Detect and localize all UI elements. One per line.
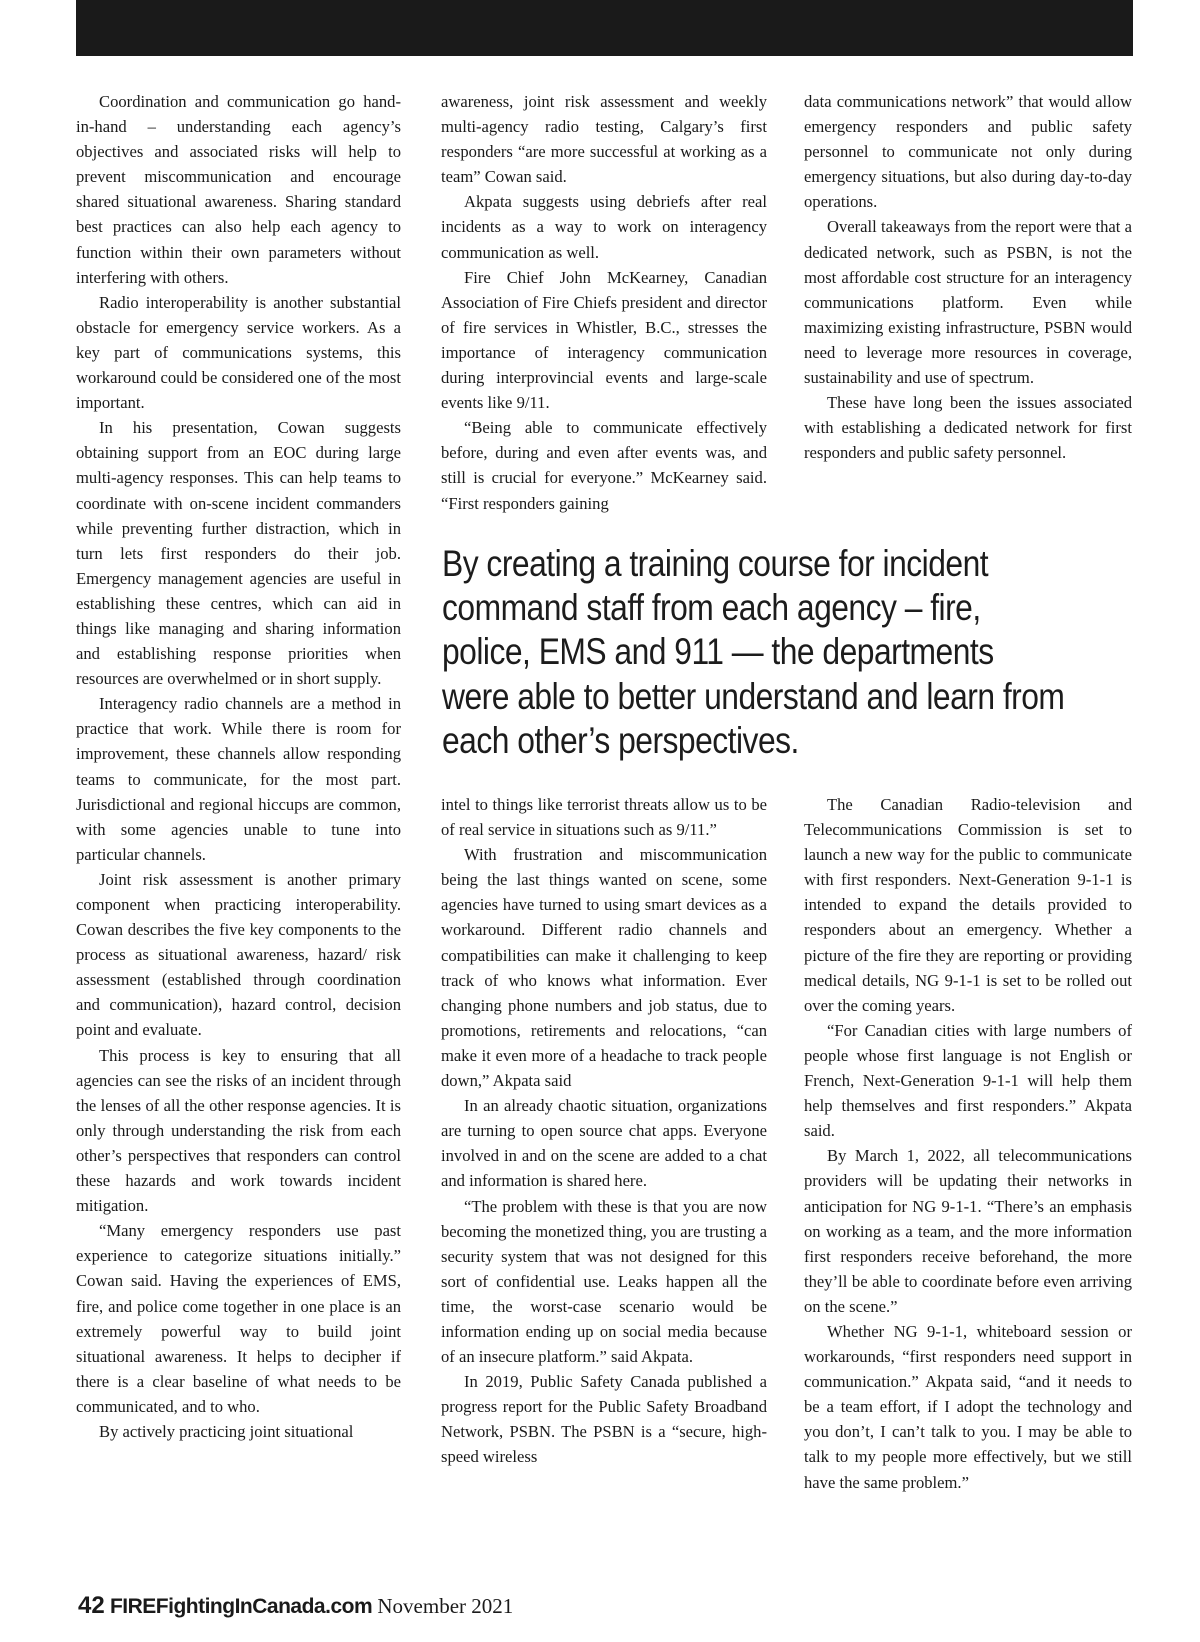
article-paragraph: “The problem with these is that you are now becoming the monetized thing, you are trusting a security system that was not designed for this sort of confidential use. Leaks happen all the time, the worst-case scenario would be information ending up on social media because of an insecure platform.” said Akpata. — [441, 1196, 767, 1367]
article-paragraph: With frustration and miscommunication being the last things wanted on scene, some agencies have turned to using smart devices as a workaround. Different radio channels and compatibilities can make it challenging to keep track of who knows what information. Ever changing phone numbers and job status, due to promotions, retirements and relocations, “can make it even more of a headache to track people down,” Akpata said — [441, 845, 767, 1091]
article-paragraph: By actively practicing joint situational — [99, 1421, 354, 1441]
article-paragraph: These have long been the issues associated with establishing a dedicated network for first responders and public safety personnel. — [804, 393, 1132, 463]
article-paragraph: Radio interoperability is another substantial obstacle for emergency service workers. As a key part of communications systems, this workaround could be considered one of the most important. — [76, 292, 401, 413]
article-paragraph: Overall takeaways from the report were that a dedicated network, such as PSBN, is not the most affordable cost structure for an interagency communications platform. Even while maximizing existing infrastructure, PSBN would need to leverage more resources in coverage, sustainability and use of spectrum. — [804, 217, 1132, 388]
article-column-3-top — [804, 89, 1132, 465]
article-paragraph: “For Canadian cities with large numbers of people whose first language is not English or French, Next-Generation 9-1-1 will help them help themselves and first responders.” Akpata said. — [804, 1020, 1132, 1141]
page-footer — [78, 1592, 513, 1620]
article-paragraph: Whether NG 9-1-1, whiteboard session or workarounds, “first responders need support in communication.” Akpata said, “and it needs to be a team effort, if I adopt the technology and you don’t, I can’t talk to you. I may be able to talk to my people more effectively, but we still have the same problem.” — [804, 1321, 1132, 1492]
article-paragraph: This process is key to ensuring that all agencies can see the risks of an incident through the lenses of all the other response agencies. It is only through understanding the risk from each other’s perspectives that responders can control these hazards and work towards incident mitigation. — [76, 1045, 401, 1216]
article-paragraph: “Being able to communicate effectively before, during and even after events was, and still is crucial for everyone.” McKearney said. “First responders gaining — [441, 418, 767, 513]
article-paragraph: By March 1, 2022, all telecommunications providers will be updating their networks in anticipation for NG 9-1-1. “There’s an emphasis on working as a team, and the more information first responders receive beforehand, the more they’ll be able to coordinate before even arriving on the scene.” — [804, 1146, 1132, 1316]
article-paragraph: awareness, joint risk assessment and weekly multi-agency radio testing, Calgary’s first responders “are more successful at working as a team” Cowan said. — [441, 92, 767, 187]
pull-quote-line: were able to better understand and learn from — [442, 675, 1065, 717]
article-paragraph: In his presentation, Cowan suggests obtaining support from an EOC during large multi-agency responses. This can help teams to coordinate with on-scene incident commanders while preventing further distraction, which in turn lets first responders do their job. Emergency management agencies are useful in establishing these centres, which can aid in things like managing and sharing information and establishing response priorities when resources are overwhelmed or in short supply. — [76, 418, 401, 689]
header-bar — [76, 0, 1133, 56]
page-number: 42 — [78, 1592, 105, 1619]
footer-date: November 2021 — [377, 1594, 514, 1618]
article-paragraph: In 2019, Public Safety Canada published a progress report for the Public Safety Broadband Network, PSBN. The PSBN is a “secure, high-speed wireless — [441, 1372, 767, 1467]
article-paragraph: Coordination and communication go hand-in-hand – understanding each agency’s objectives and associated risks will help to prevent miscommunication and encourage shared situational awareness. Sharing standard best practices can also help each agency to function within their own parameters without interfering with others. — [76, 92, 401, 287]
pull-quote-line: command staff from each agency – fire, — [442, 587, 981, 629]
article-paragraph: Joint risk assessment is another primary component when practicing interoperability. Cowan describes the five key components to the process as situational awareness, hazard/ risk assessment (established through coordination and communication), hazard control, decision point and evaluate. — [76, 869, 401, 1040]
pull-quote — [442, 542, 1065, 763]
article-column-1 — [76, 89, 401, 1444]
article-paragraph: In an already chaotic situation, organizations are turning to open source chat apps. Everyone involved in and on the scene are added to a chat and information is shared here. — [441, 1096, 767, 1191]
pull-quote-line: police, EMS and 911 — the departments — [442, 631, 994, 673]
article-paragraph: Fire Chief John McKearney, Canadian Association of Fire Chiefs president and director of fire services in Whistler, B.C., stresses the importance of interagency communication during interprovincial events and large-scale events like 9/11. — [441, 267, 767, 413]
article-paragraph: intel to things like terrorist threats allow us to be of real service in situations such as 9/11.” — [441, 795, 767, 840]
article-paragraph: Interagency radio channels are a method in practice that work. While there is room for improvement, these channels allow responding teams to communicate, for the most part. Jurisdictional and regional hiccups are common, with some agencies unable to tune into particular channels. — [76, 694, 401, 864]
article-column-3-bottom — [804, 792, 1132, 1495]
pull-quote-line: each other’s perspectives. — [442, 719, 799, 761]
article-paragraph: Akpata suggests using debriefs after real incidents as a way to work on interagency communication as well. — [441, 192, 767, 262]
article-column-2-bottom — [441, 792, 767, 1470]
article-column-2-top — [441, 89, 767, 516]
article-paragraph: data communications network” that would allow emergency responders and public safety personnel to communicate not only during emergency situations, but also during day-to-day operations. — [804, 92, 1132, 212]
article-paragraph: The Canadian Radio-television and Telecommunications Commission is set to launch a new way for the public to communicate with first responders. Next-Generation 9-1-1 is intended to expand the details provided to responders about an emergency. Whether a picture of the fire they are reporting or providing medical details, NG 9-1-1 is set to be rolled out over the coming years. — [804, 795, 1132, 1015]
pull-quote-line: By creating a training course for incident — [442, 543, 989, 584]
article-paragraph: “Many emergency responders use past experience to categorize situations initially.” Cowan said. Having the experiences of EMS, fire, and police come together in one place is an extremely powerful way to build joint situational awareness. It helps to decipher if there is a clear baseline of what needs to be communicated, and to who. — [76, 1221, 401, 1416]
footer-site: FIREFightingInCanada.com — [109, 1595, 373, 1618]
